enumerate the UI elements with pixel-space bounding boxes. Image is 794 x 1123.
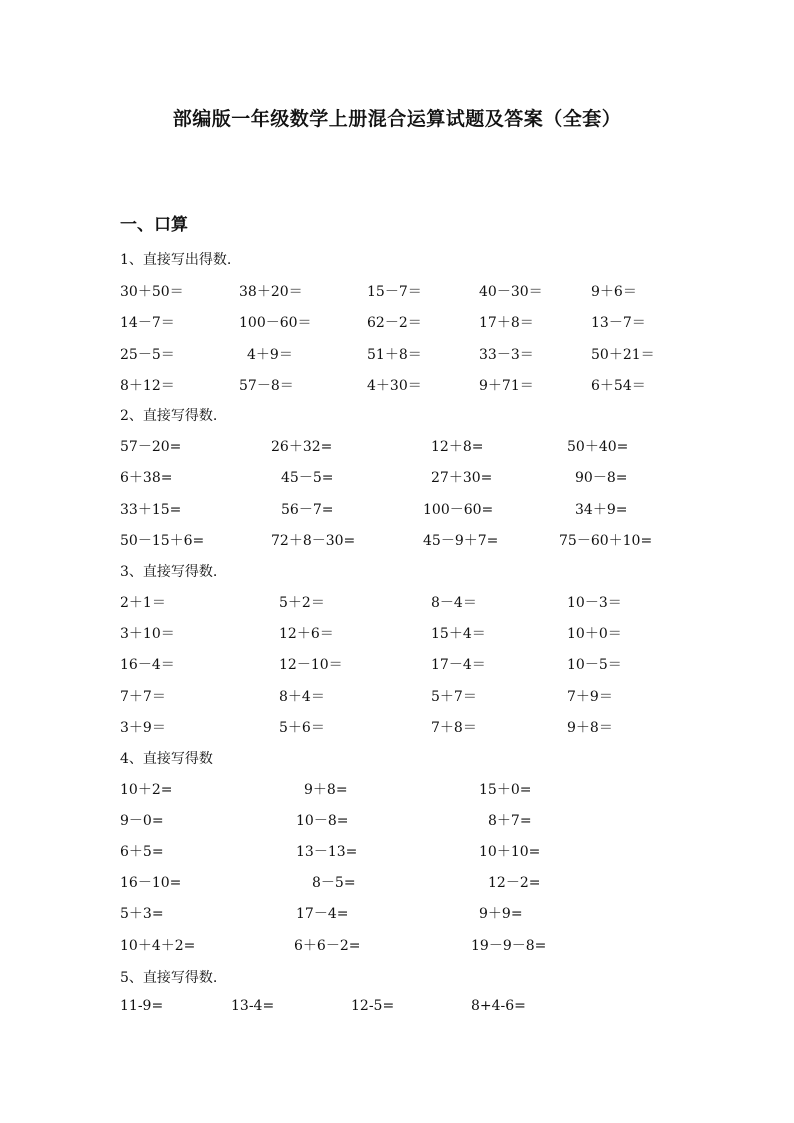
math-problem: 10－5＝ [567, 657, 622, 674]
math-problem: 9＋6＝ [591, 284, 637, 300]
exercise-row [0, 872, 794, 894]
math-problem: 72＋8－30= [271, 532, 356, 549]
math-problem: 40－30＝ [479, 284, 543, 300]
math-problem: 7＋7＝ [120, 688, 166, 705]
math-problem: 50＋40= [567, 439, 629, 455]
math-problem: 19－9－8= [471, 937, 547, 954]
math-problem: 90－8= [575, 470, 628, 487]
exercise-row [0, 312, 794, 334]
exercise-group-label: 2、直接写得数. [120, 408, 218, 424]
math-problem: 100－60= [423, 501, 494, 518]
math-problem: 12＋6＝ [279, 626, 334, 643]
exercise-row [0, 654, 794, 676]
math-problem: 13－7＝ [591, 315, 646, 332]
math-problem: 50－15＋6= [120, 532, 205, 549]
exercise-row [0, 436, 794, 458]
math-problem: 4＋9＝ [247, 346, 293, 363]
math-problem: 10－8= [296, 813, 349, 830]
math-problem: 16－4＝ [120, 657, 175, 674]
exercise-group-label: 3、直接写得数. [120, 564, 218, 580]
math-problem: 6＋54＝ [591, 377, 646, 394]
math-problem: 45－9＋7= [423, 532, 499, 549]
math-problem: 10＋2= [120, 782, 173, 798]
exercise-row [0, 530, 794, 552]
math-problem: 15＋0= [479, 782, 532, 798]
math-problem: 10＋4＋2= [120, 937, 196, 954]
math-problem: 4＋30＝ [367, 377, 422, 394]
math-problem: 8－4＝ [431, 595, 477, 611]
math-problem: 27＋30= [431, 470, 493, 487]
exercise-row [0, 281, 794, 303]
math-problem: 38＋20＝ [239, 284, 303, 300]
math-problem: 7＋9＝ [567, 688, 613, 705]
math-problem: 7＋8＝ [431, 719, 477, 736]
math-problem: 16－10= [120, 875, 182, 892]
exercise-row [0, 375, 794, 397]
math-problem: 33＋15= [120, 501, 182, 518]
math-problem: 8＋7= [488, 813, 532, 830]
math-problem: 9＋8＝ [567, 719, 613, 736]
math-problem: 15＋4＝ [431, 626, 486, 643]
math-problem: 6＋5= [120, 844, 164, 861]
math-problem: 26＋32= [271, 439, 333, 455]
math-problem: 9＋71＝ [479, 377, 534, 394]
math-problem: 8+4-6= [471, 998, 526, 1014]
math-problem: 100－60＝ [239, 315, 312, 332]
exercise-row [0, 686, 794, 708]
page-title: 部编版一年级数学上册混合运算试题及答案（全套） [172, 108, 622, 130]
math-problem: 12－2= [488, 875, 541, 892]
math-problem: 15－7＝ [367, 284, 422, 300]
exercise-row [0, 935, 794, 957]
math-problem: 2＋1＝ [120, 595, 166, 611]
math-problem: 34＋9= [575, 501, 628, 518]
math-problem: 12-5= [351, 998, 395, 1014]
math-problem: 5＋7＝ [431, 688, 477, 705]
math-problem: 9＋9= [479, 906, 523, 923]
math-problem: 57－8＝ [239, 377, 294, 394]
math-problem: 6＋38= [120, 470, 173, 487]
math-problem: 13－13= [296, 844, 358, 861]
math-problem: 10＋0＝ [567, 626, 622, 643]
math-problem: 45－5= [281, 470, 334, 487]
math-problem: 17－4= [296, 906, 349, 923]
math-problem: 5＋6＝ [279, 719, 325, 736]
math-problem: 9－0= [120, 813, 164, 830]
math-problem: 3＋10＝ [120, 626, 175, 643]
math-problem: 17＋8＝ [479, 315, 534, 332]
exercise-row [0, 467, 794, 489]
exercise-row [0, 499, 794, 521]
math-problem: 14－7＝ [120, 315, 175, 332]
exercise-group-label: 5、直接写得数. [120, 970, 218, 986]
exercise-row [0, 717, 794, 739]
exercise-row [0, 903, 794, 925]
math-problem: 75－60＋10= [559, 532, 653, 549]
exercise-row [0, 779, 794, 801]
math-problem: 51＋8＝ [367, 346, 422, 363]
exercise-group-label: 4、直接写得数 [120, 751, 213, 767]
math-problem: 57－20= [120, 439, 182, 455]
exercise-row [0, 592, 794, 614]
exercise-row [0, 998, 794, 1020]
math-problem: 8＋12＝ [120, 377, 175, 394]
math-problem: 8－5= [312, 875, 356, 892]
math-problem: 10－3＝ [567, 595, 622, 611]
exercise-row [0, 623, 794, 645]
math-problem: 8＋4＝ [279, 688, 325, 705]
math-problem: 9＋8= [304, 782, 348, 798]
math-problem: 11-9= [120, 998, 164, 1014]
math-problem: 33－3＝ [479, 346, 534, 363]
math-problem: 5＋2＝ [279, 595, 325, 611]
exercise-row [0, 810, 794, 832]
exercise-group-label: 1、直接写出得数. [120, 252, 232, 268]
math-problem: 3＋9＝ [120, 719, 166, 736]
exercise-row [0, 841, 794, 863]
section-heading: 一、口算 [120, 215, 188, 235]
math-problem: 25－5＝ [120, 346, 175, 363]
math-problem: 13-4= [231, 998, 275, 1014]
math-problem: 10＋10= [479, 844, 541, 861]
exercise-row [0, 344, 794, 366]
math-problem: 5＋3= [120, 906, 164, 923]
math-problem: 12－10＝ [279, 657, 343, 674]
math-problem: 17－4＝ [431, 657, 486, 674]
math-problem: 50＋21＝ [591, 346, 655, 363]
math-problem: 30＋50＝ [120, 284, 184, 300]
math-problem: 56－7= [281, 501, 334, 518]
math-problem: 6＋6－2= [294, 937, 361, 954]
math-problem: 12＋8= [431, 439, 484, 455]
math-problem: 62－2＝ [367, 315, 422, 332]
